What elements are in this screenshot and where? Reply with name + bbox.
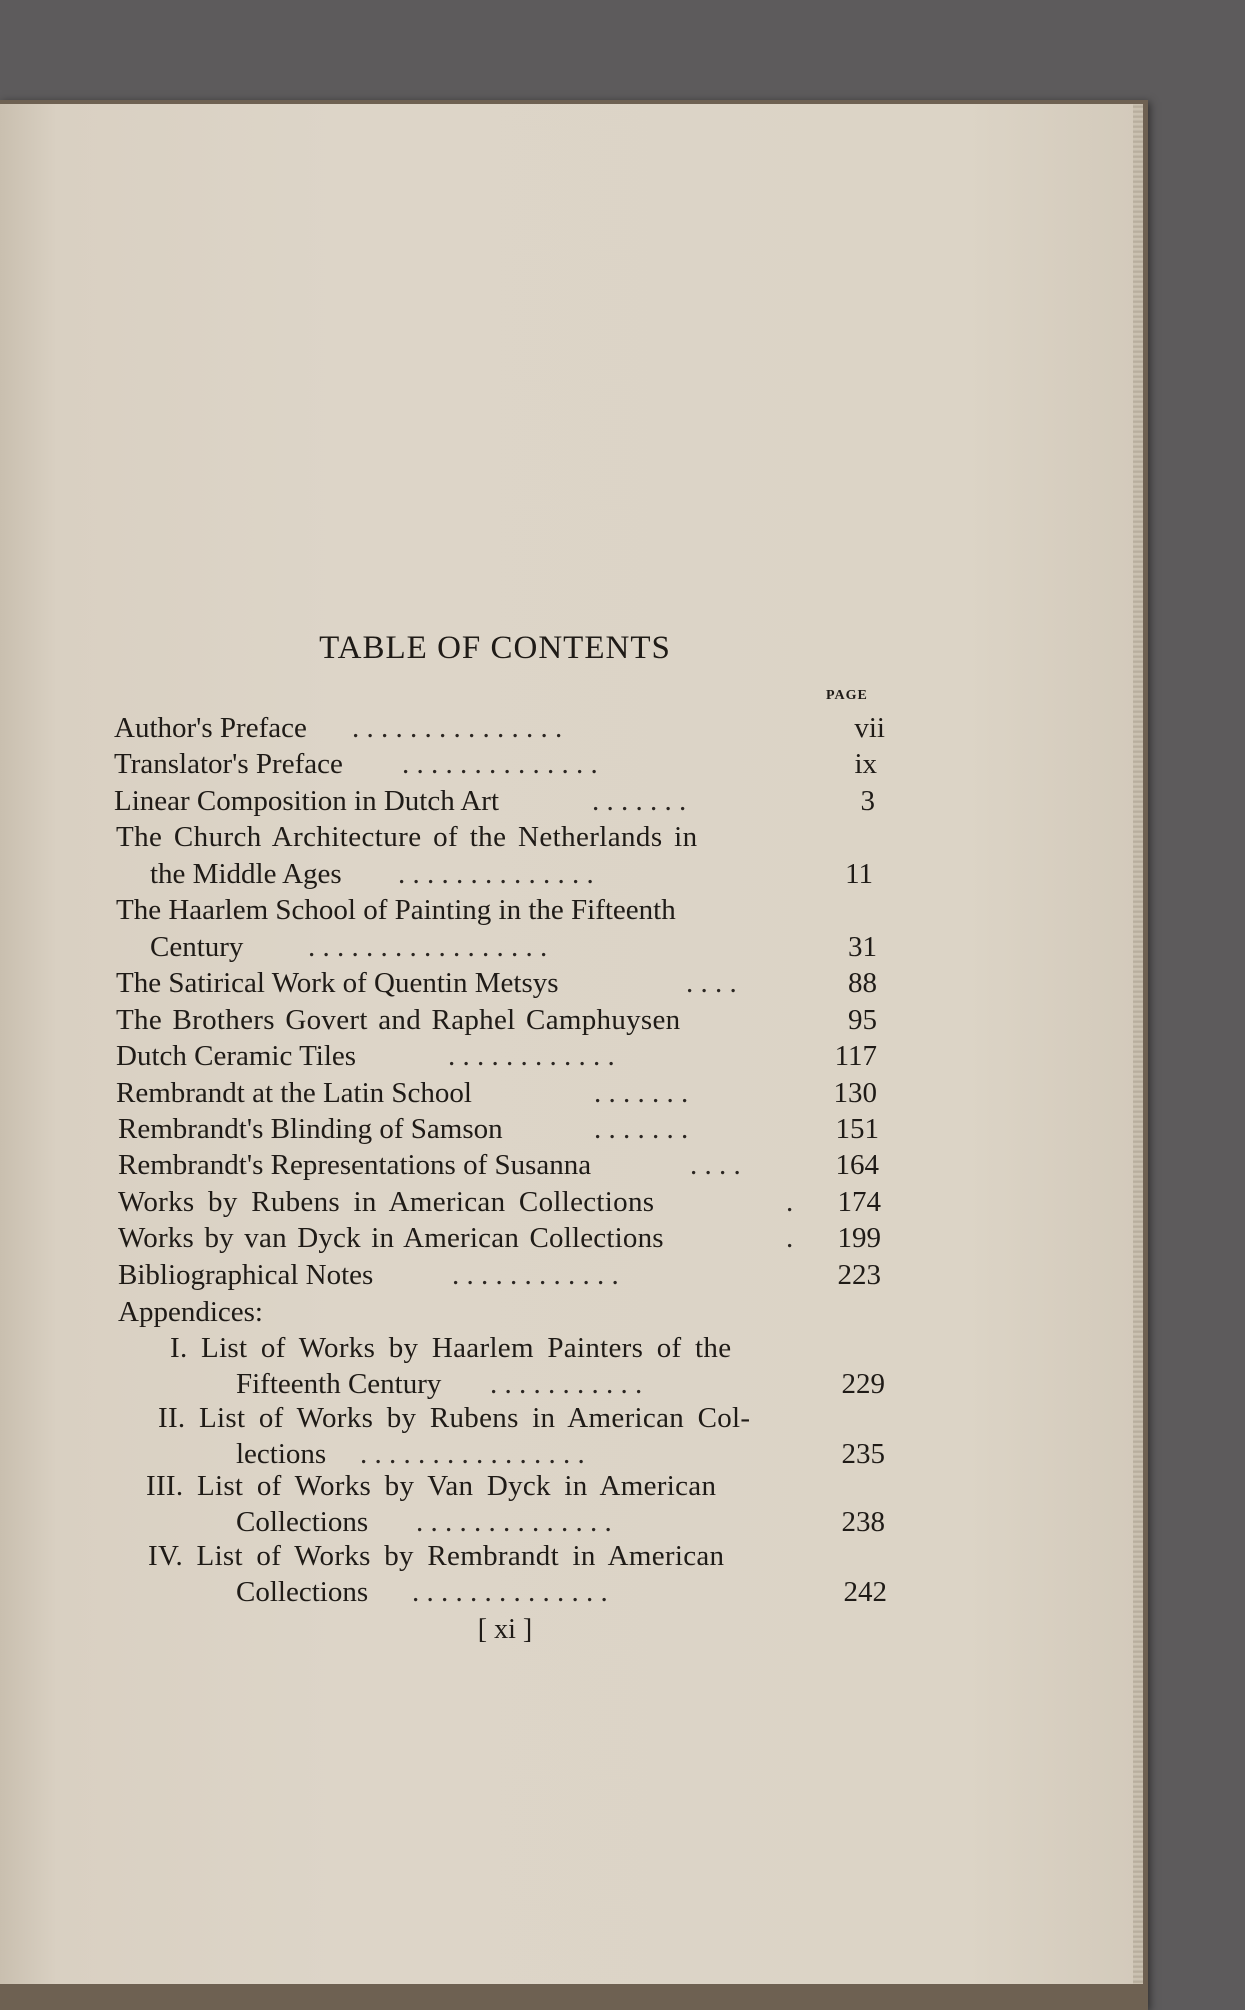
leader-dots: . . . . . . . . . . . . . . . (352, 712, 563, 744)
toc-entry-page: 229 (841, 1368, 885, 1400)
toc-entry (0, 1184, 1135, 1220)
toc-entry-title: Century (150, 931, 244, 963)
toc-entry-page: 11 (845, 858, 873, 890)
toc-entry-title: Rembrandt's Blinding of Samson (118, 1113, 503, 1145)
toc-entry-title: Dutch Ceramic Tiles (116, 1040, 357, 1072)
toc-entry (0, 892, 1135, 928)
toc-entry-page: 3 (860, 785, 875, 817)
toc-entry-title: The Haarlem School of Painting in the Fifteenth (116, 894, 676, 926)
book-page (0, 104, 1135, 1984)
toc-entry (0, 1038, 1135, 1074)
toc-entry-title: Collections (236, 1576, 369, 1608)
page-title: TABLE OF CONTENTS (319, 630, 671, 666)
leader-dots: . . . . . . . . . . . . . . . . . (308, 931, 548, 963)
toc-entry (0, 819, 1135, 855)
toc-entry (0, 1257, 1135, 1293)
toc-entry-title: The Church Architecture of the Netherlands in (116, 821, 698, 853)
toc-entry-page: 164 (835, 1149, 879, 1181)
toc-entry-title: Fifteenth Century (236, 1368, 442, 1400)
toc-entry (0, 1075, 1135, 1111)
leader-dots: . . . . . . . . . . . . . . (398, 858, 594, 890)
toc-entry (0, 1220, 1135, 1256)
toc-entry (0, 1366, 1135, 1402)
toc-entry (0, 1400, 1135, 1436)
leader-dots: . (786, 1186, 794, 1218)
toc-entry-page: vii (854, 712, 885, 744)
toc-entry-page: 199 (837, 1222, 881, 1254)
page-column-heading: PAGE (826, 688, 868, 703)
toc-entry-page: 88 (848, 967, 877, 999)
toc-entry-page: 235 (841, 1438, 885, 1470)
toc-entry-page: 117 (834, 1040, 877, 1072)
leader-dots: . . . . . . . (594, 1077, 689, 1109)
leader-dots: . . . . . . . . . . . . . . (402, 748, 598, 780)
leader-dots: . . . . . . . . . . . (490, 1368, 643, 1400)
toc-entry (0, 783, 1135, 819)
toc-entry-title: Author's Preface (114, 712, 307, 744)
toc-entry (0, 1111, 1135, 1147)
toc-entry (0, 1574, 1135, 1610)
toc-entry (0, 856, 1135, 892)
toc-entry-title: Works by van Dyck in American Collections (118, 1222, 664, 1254)
toc-entry (0, 1147, 1135, 1183)
leader-dots: . . . . . . . . . . . . . . (416, 1506, 612, 1538)
toc-entry (0, 1294, 1135, 1330)
toc-entry (0, 1330, 1135, 1366)
toc-entry-page: 238 (841, 1506, 885, 1538)
leader-dots: . . . . . . . (592, 785, 687, 817)
toc-entry-title: III. List of Works by Van Dyck in American (146, 1470, 717, 1502)
toc-entry-page: ix (854, 748, 877, 780)
toc-entry (0, 1436, 1135, 1472)
leader-dots: . (786, 1222, 794, 1254)
toc-entry-page: 31 (848, 931, 877, 963)
toc-entry-title: Rembrandt at the Latin School (116, 1077, 472, 1109)
toc-entry-title: Bibliographical Notes (118, 1259, 374, 1291)
toc-entry (0, 929, 1135, 965)
toc-entry-title: the Middle Ages (150, 858, 342, 890)
toc-entry-page: 174 (837, 1186, 881, 1218)
page-edges (1133, 104, 1143, 1984)
leader-dots: . . . . (686, 967, 737, 999)
toc-entry-page: 223 (837, 1259, 881, 1291)
toc-entry (0, 1504, 1135, 1540)
toc-entry-title: Works by Rubens in American Collections (118, 1186, 655, 1218)
toc-entry-page: 95 (848, 1004, 877, 1036)
toc-entry-title: Appendices: (118, 1296, 263, 1328)
toc-entry (0, 965, 1135, 1001)
toc-entry-title: II. List of Works by Rubens in American Col- (158, 1402, 751, 1434)
toc-entry-page: 242 (843, 1576, 887, 1608)
toc-entry-title: Rembrandt's Representations of Susanna (118, 1149, 592, 1181)
toc-entry-title: IV. List of Works by Rembrandt in American (148, 1540, 725, 1572)
page-number: [ xi ] (477, 1614, 533, 1645)
leader-dots: . . . . . . . . . . . . . . (412, 1576, 608, 1608)
leader-dots: . . . . . . . . . . . . . . . . (360, 1438, 585, 1470)
toc-entry-title: Translator's Preface (114, 748, 343, 780)
toc-entry-title: Collections (236, 1506, 369, 1538)
toc-entry (0, 1538, 1135, 1574)
toc-entry (0, 746, 1135, 782)
toc-entry-title: lections (236, 1438, 327, 1470)
toc-entry (0, 1002, 1135, 1038)
toc-entry (0, 710, 1135, 746)
leader-dots: . . . . . . . (594, 1113, 689, 1145)
toc-entry-page: 130 (833, 1077, 877, 1109)
leader-dots: . . . . . . . . . . . . (452, 1259, 619, 1291)
toc-entry-title: The Brothers Govert and Raphel Camphuysen (116, 1004, 681, 1036)
toc-entry-title: Linear Composition in Dutch Art (114, 785, 500, 817)
leader-dots: . . . . (690, 1149, 741, 1181)
toc-entry-title: I. List of Works by Haarlem Painters of the (170, 1332, 732, 1364)
leader-dots: . . . . . . . . . . . . (448, 1040, 615, 1072)
toc-entry-title: The Satirical Work of Quentin Metsys (116, 967, 559, 999)
toc-entry (0, 1468, 1135, 1504)
toc-entry-page: 151 (835, 1113, 879, 1145)
